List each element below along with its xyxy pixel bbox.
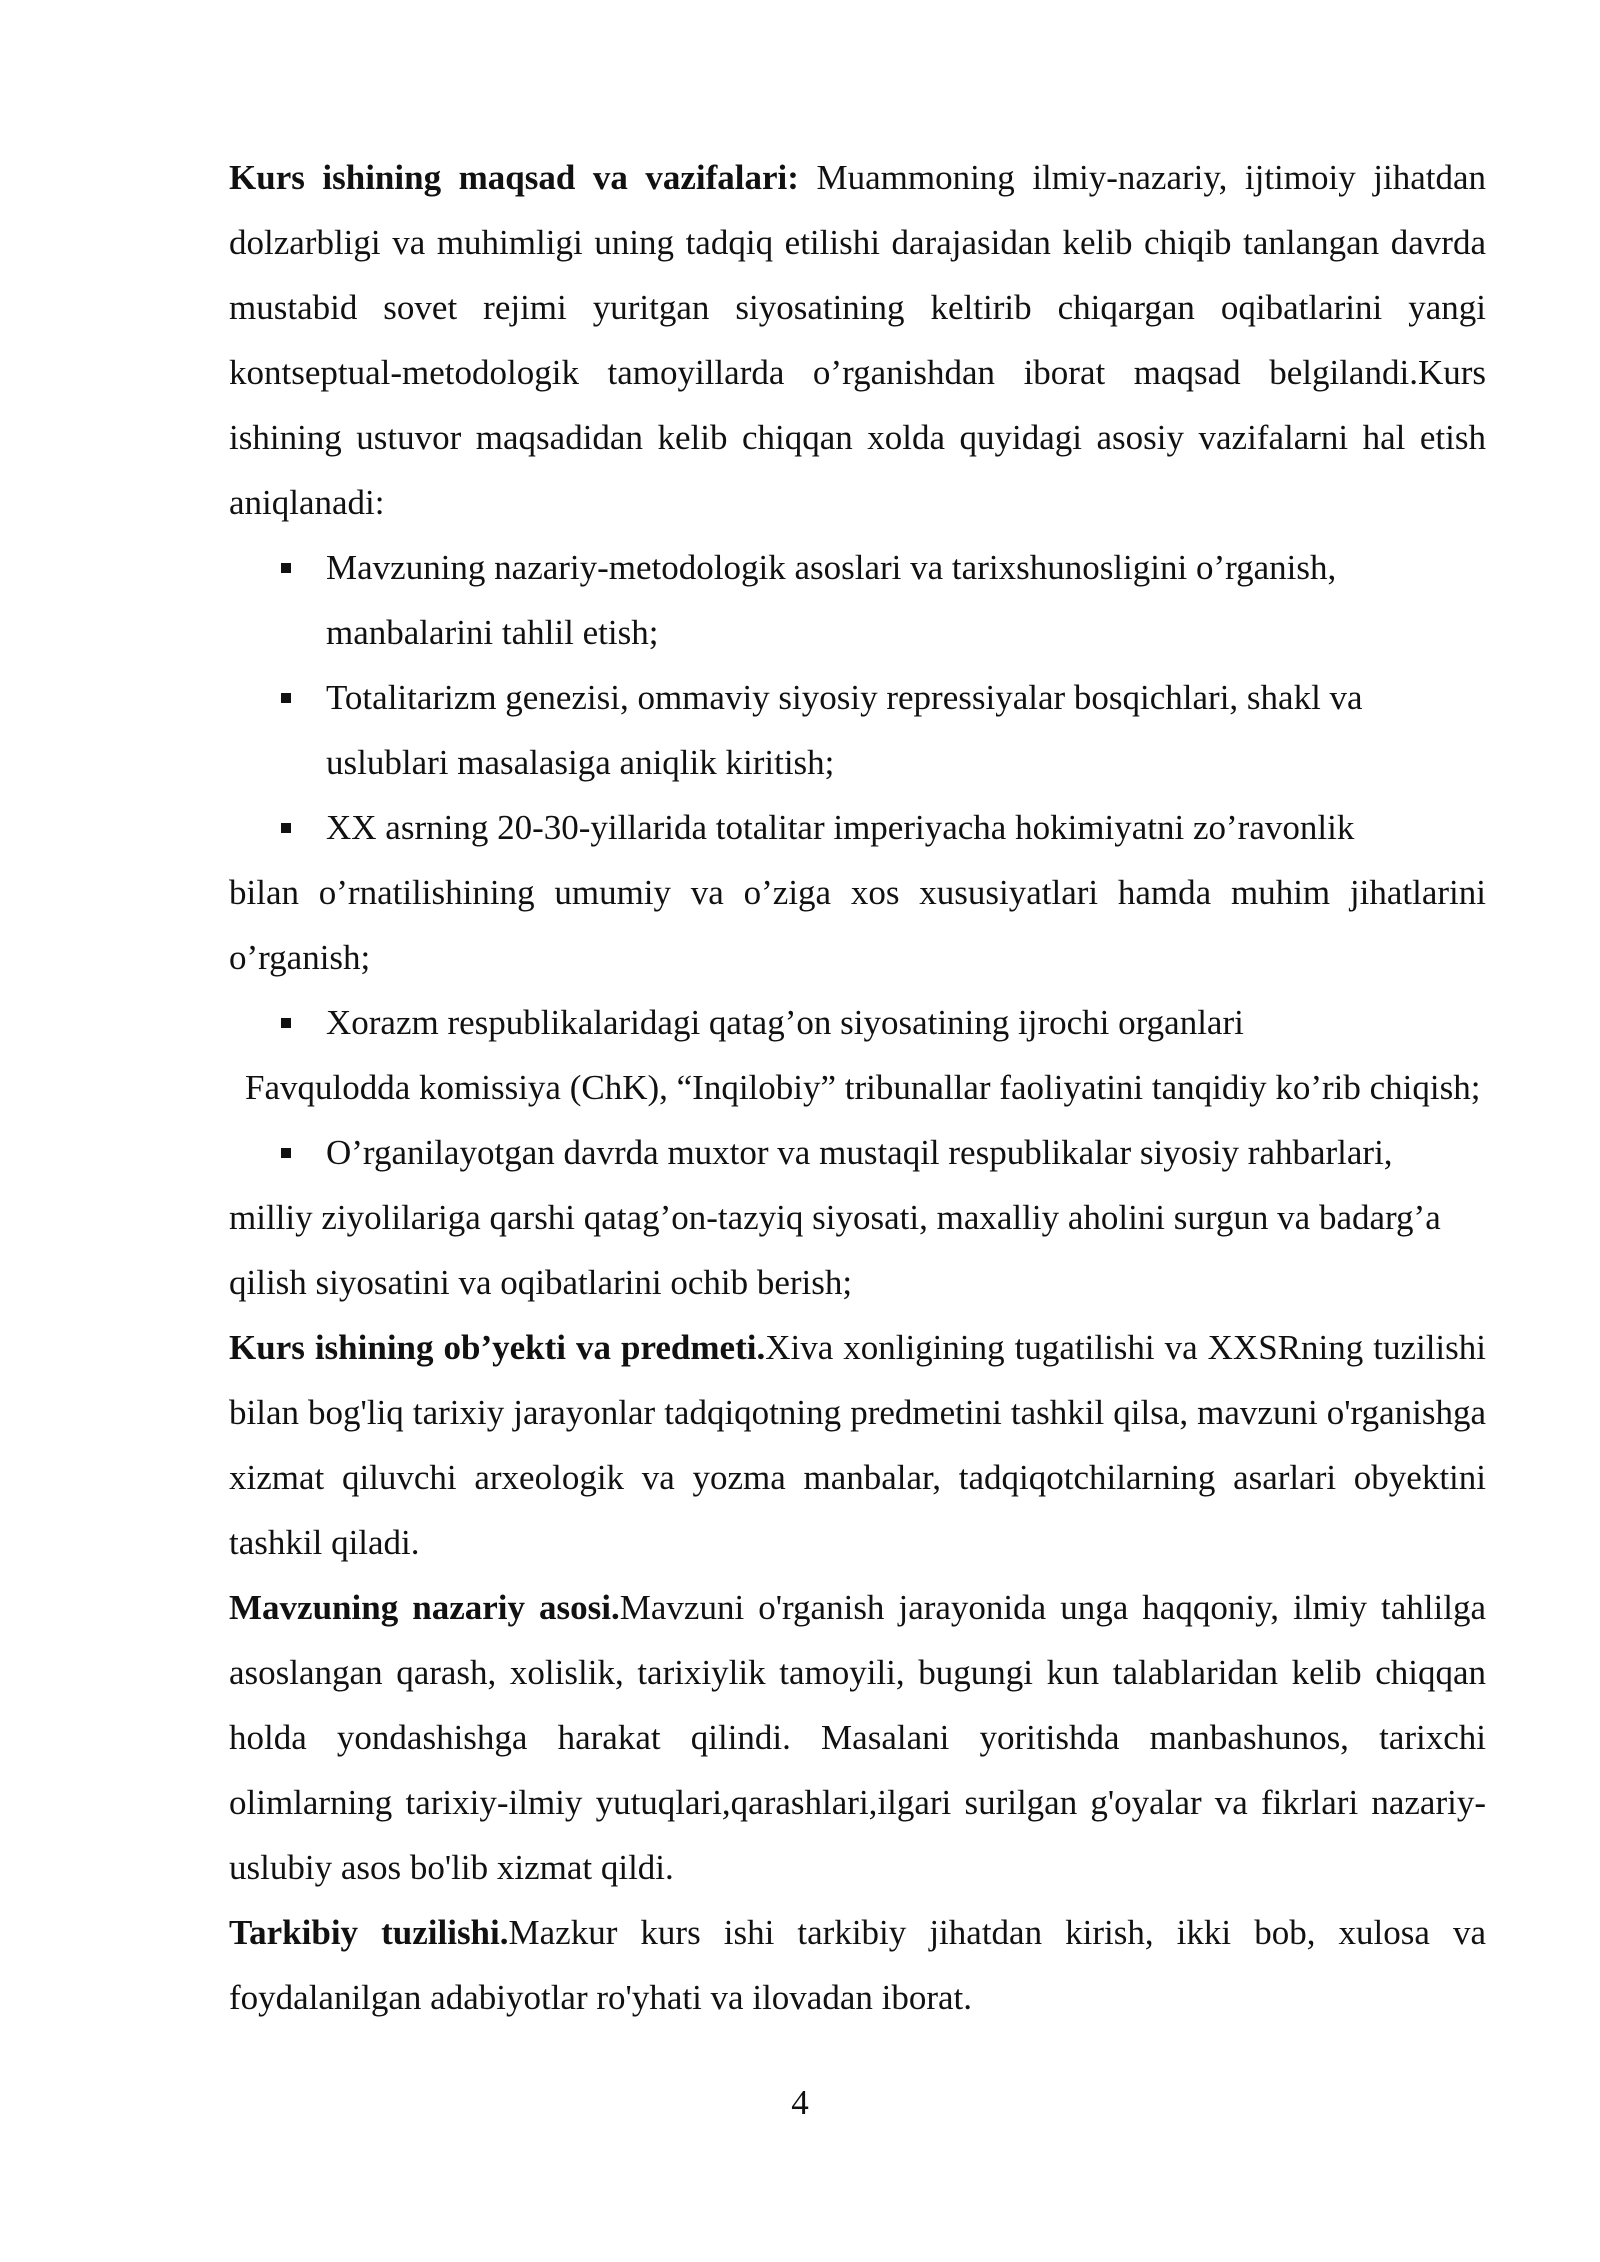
text-goals: Muammoning ilmiy-nazariy, ijtimoiy jihatdan dolzarbligi va muhimligi uning tadqiq etilishi darajasidan kelib chiqib tanlangan davrda mustabid sovet rejimi yuritgan siyosatining keltirib chiqargan oqibatlarini yangi kontseptual-metodologik tamoyillarda o’rganishdan iborat maqsad belgilandi.Kurs ishining ustuvor maqsadidan kelib chiqqan xolda quyidagi asosiy vazifalarni hal etish aniqlanadi:	[229, 158, 1486, 522]
paragraph-theory	[229, 1575, 1486, 1900]
text-object: Xiva xonligining tugatilishi va XXSRning tuzilishi bilan bog'liq tarixiy jarayonlar tadqiqotning predmetini tashkil qilsa, mavzuni o'rganishga xizmat qiluvchi arxeologik va yozma manbalar, tadqiqotchilarning asarlari obyektini tashkil qiladi.	[229, 1328, 1486, 1562]
square-bullet-icon	[281, 693, 291, 703]
bullet-item-3	[229, 795, 1486, 860]
page-content	[229, 145, 1486, 2030]
text-theory: Mavzuni o'rganish jarayonida unga haqqoniy, ilmiy tahlilga asoslangan qarash, xolislik, tarixiylik tamoyili, bugungi kun talablaridan kelib chiqqan holda yondashishga harakat qilindi. Masalani yoritishda manbashunos, tarixchi olimlarning tarixiy-ilmiy yutuqlari,qarashlari,ilgari surilgan g'oyalar va fikrlari nazariy- uslubiy asos bo'lib xizmat qildi.	[229, 1588, 1486, 1887]
bullet-text-5-first: O’rganilayotgan davrda muxtor va mustaqil respublikalar siyosiy rahbarlari,	[326, 1133, 1393, 1172]
square-bullet-icon	[281, 1018, 291, 1028]
bullet-item-5	[229, 1120, 1486, 1185]
heading-object: Kurs ishining ob’yekti va predmeti.	[229, 1328, 766, 1367]
bullet-text-5-continued: milliy ziyolilariga qarshi qatag’on-tazyiq siyosati, maxalliy aholini surgun va badarg’a qilish siyosatini va oqibatlarini ochib berish;	[229, 1198, 1441, 1302]
bullet-item-1	[229, 535, 1486, 665]
bullet-text-2: Totalitarizm genezisi, ommaviy siyosiy repressiyalar bosqichlari, shakl va uslublari masalasiga aniqlik kiritish;	[326, 678, 1363, 782]
bullet-text-1: Mavzuning nazariy-metodologik asoslari va tarixshunosligini o’rganish, manbalarini tahlil etish;	[326, 548, 1337, 652]
text-structure: Mazkur kurs ishi tarkibiy jihatdan kirish, ikki bob, xulosa va foydalanilgan adabiyotlar ro'yhati va ilovadan iborat.	[229, 1913, 1487, 2017]
paragraph-goals	[229, 145, 1486, 535]
paragraph-structure	[229, 1900, 1486, 2030]
bullet-text-3-continued: bilan o’rnatilishining umumiy va o’ziga xos xususiyatlari hamda muhim jihatlarini o’rganish;	[229, 873, 1486, 977]
bullet-text-3-first: XX asrning 20-30-yillarida totalitar imperiyacha hokimiyatni zo’ravonlik	[326, 808, 1355, 847]
square-bullet-icon	[281, 823, 291, 833]
bullet-text-4-continued: Favqulodda komissiya (ChK), “Inqilobiy” tribunallar faoliyatini tanqidiy ko’rib chiqish;	[245, 1068, 1481, 1107]
heading-goals: Kurs ishining maqsad va vazifalari:	[229, 158, 799, 197]
paragraph-object	[229, 1315, 1486, 1575]
heading-structure: Tarkibiy tuzilishi.	[229, 1913, 509, 1952]
square-bullet-icon	[281, 1148, 291, 1158]
bullet-item-4	[229, 990, 1486, 1055]
page-number: 4	[791, 2083, 809, 2122]
bullet-text-4-first: Xorazm respublikalaridagi qatag’on siyosatining ijrochi organlari	[326, 1003, 1244, 1042]
heading-theory: Mavzuning nazariy asosi.	[229, 1588, 620, 1627]
square-bullet-icon	[281, 563, 291, 573]
bullet-item-2	[229, 665, 1486, 795]
